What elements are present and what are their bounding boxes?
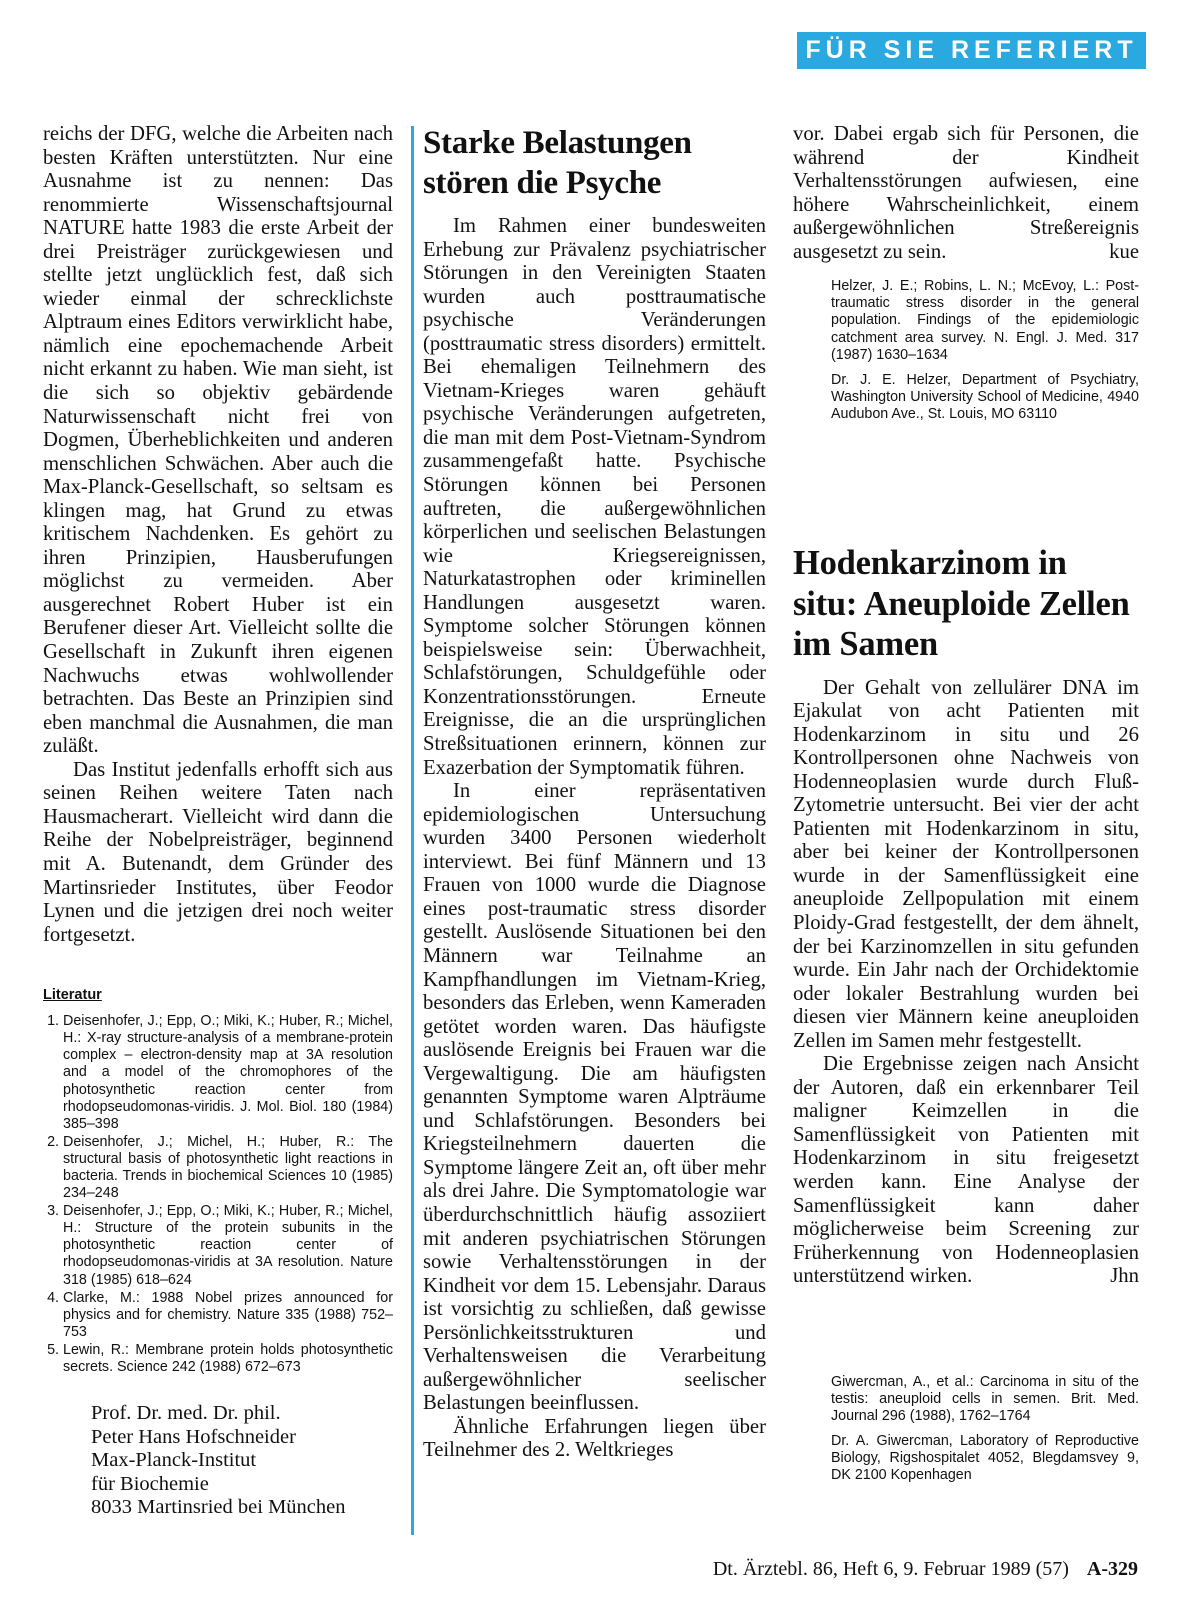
col3-paragraph: Der Gehalt von zellulärer DNA im Ejakulat von acht Patienten mit Hodenkarzinom in situ und 26 Kontrollpersonen ohne Nachweis von Hodenneoplasien wurde durch Fluß-Zytometrie untersucht. Bei vier der acht Patienten mit Hodenkarzinom in situ, aber bei keiner der Kontrollpersonen wurde in der Samenflüssigkeit eine aneuploide Zellpopulation mit einem Ploidy-Grad festgestellt, der dem ähnelt, der bei Karzinomzellen in situ gefunden wurde. Ein Jahr nach der Orchidektomie oder lokaler Bestrahlung wurden bei diesen vier Männern keine aneuploiden Zellen im Samen mehr festgestellt.	[793, 676, 1139, 1052]
reference-item: 2. Deisenhofer, J.; Michel, H.; Huber, R.: The structural basis of photosynthetic light reactions in bacteria. Trends in biochemical Sciences 10 (1985) 234–248	[63, 1134, 393, 1202]
col2-paragraph: In einer repräsentativen epidemiologischen Untersuchung wurden 3400 Personen wiederholt interviewt. Bei fünf Männern und 13 Frauen von 1000 wurde die Diagnose eines post-traumatic stress disorder gestellt. Auslösende Situationen bei den Männern war Teilnahme an Kampfhandlungen im Vietnam-Krieg, besonders das Erleben, wenn Kameraden getötet worden waren. Das häufigste auslösende Ereignis bei Frauen war die Vergewaltigung. Die am häufigsten genannten Symptome waren Alpträume und Schlafstörungen. Besonders bei Kriegsteilnehmern dauerten die Symptome längere Zeit an, oft über mehr als drei Jahre. Die Symptomatologie war überdurchschnittlich häufig assoziiert mit anderen psychiatrischen Störungen sowie Verhaltensstörungen in der Kindheit vor dem 15. Lebensjahr. Daraus ist vorsichtig zu schließen, daß gewisse Persönlichkeitsstrukturen und Verhaltensweisen die Verarbeitung außergewöhnlicher seelischer Belastungen beeinflussen.	[423, 780, 766, 1415]
reference-address: Dr. A. Giwercman, Laboratory of Reproductive Biology, Rigshospitalet 4052, Blegdamsvey 9, DK 2100 Kopenhagen	[831, 1433, 1139, 1484]
article-headline: Hodenkarzinom in situ: Aneuploide Zellen im Samen	[793, 544, 1130, 664]
col3-continuation	[793, 123, 1139, 264]
col2-paragraph: Ähnliche Erfahrungen liegen über Teilnehmer des 2. Weltkrieges	[423, 1415, 766, 1462]
author-signature: kue	[1109, 240, 1139, 263]
author-line: 8033 Martinsried bei München	[91, 1496, 346, 1519]
author-line: Prof. Dr. med. Dr. phil.	[91, 1402, 281, 1425]
col3-paragraph	[793, 1053, 1139, 1288]
page-footer	[713, 1558, 1138, 1581]
reference-citation: Giwercman, A., et al.: Carcinoma in situ of the testis: aneuploid cells in semen. Brit. Med. Journal 296 (1988), 1762–1764	[831, 1373, 1139, 1424]
column-divider	[411, 126, 414, 1535]
page-number: A-329	[1086, 1558, 1138, 1580]
reference-citation: Helzer, J. E.; Robins, L. N.; McEvoy, L.: Post-traumatic stress disorder in the general population. Findings of the epidemiologic catchment area survey. N. Engl. J. Med. 317 (1987) 1630–1634	[831, 278, 1139, 363]
author-line: Peter Hans Hofschneider	[91, 1425, 296, 1448]
column-3	[793, 123, 1139, 1492]
article-headline: Starke Belastungen stören die Psyche	[423, 125, 692, 201]
author-address	[43, 1402, 393, 1520]
column-1	[43, 123, 393, 1520]
reference-block	[793, 278, 1139, 423]
col2-paragraph: Im Rahmen einer bundesweiten Erhebung zur Prävalenz psychiatrischer Störungen in den Vereinigten Staaten wurden auch posttraumatische psychische Veränderungen (posttraumatic stress disorders) ermittelt. Bei ehemaligen Teilnehmern des Vietnam-Krieges waren gehäuft psychische Veränderungen aufgetreten, die man mit dem Post-Vietnam-Syndrom zusammengefaßt hatte. Psychische Störungen können bei Personen auftreten, die außergewöhnlichen körperlichen und seelischen Belastungen wie Kriegsereignissen, Naturkatastrophen oder kriminellen Handlungen ausgesetzt waren. Symptome solcher Störungen können beispielsweise sein: Überwachheit, Schlafstörungen, Schuldgefühle oder Konzentrationsstörungen. Erneute Ereignisse, die an die ursprünglichen Streßsituationen erinnern, können zur Exazerbation der Symptomatik führen.	[423, 215, 766, 779]
reference-address: Dr. J. E. Helzer, Department of Psychiatry, Washington University School of Medicine, 4940 Audubon Ave., St. Louis, MO 63110	[831, 371, 1139, 422]
paragraph-text: Die Ergebnisse zeigen nach Ansicht der Autoren, daß ein erkennbarer Teil maligner Keimzellen in die Samenflüssigkeit von Patienten mit Hodenkarzinom in situ freigesetzt werden kann. Eine Analyse der Samenflüssigkeit kann daher möglicherweise beim Screening zur Früherkennung von Hodenneoplasien unterstützend wirken.	[793, 1053, 1139, 1288]
author-signature: Jhn	[1110, 1265, 1139, 1288]
col1-paragraph: Das Institut jedenfalls erhofft sich aus seinen Reihen weitere Taten nach Hausmacherart. Vielleicht wird dann die Reihe der Nobelpreisträger, beginnend mit A. Butenandt, dem Gründer des Martinsrieder Institutes, über Feodor Lynen und die jetzigen drei noch weiter fortgesetzt.	[43, 758, 393, 946]
literatur-heading: Literatur	[43, 987, 102, 1004]
author-line: für Biochemie	[91, 1472, 209, 1495]
author-line: Max-Planck-Institut	[91, 1449, 257, 1472]
journal-citation: Dt. Ärztebl. 86, Heft 6, 9. Februar 1989 (57)	[712, 1558, 1069, 1580]
reference-item: 3. Deisenhofer, J.; Epp, O.; Miki, K.; Huber, R.; Michel, H.: Structure of the protein subunits in the photosynthetic reaction center of rhodopseudomonas-viridis at 3A resolution. Nature 318 (1985) 618–624	[63, 1203, 393, 1288]
section-banner: FÜR SIE REFERIERT	[797, 32, 1146, 69]
col1-paragraph: reichs der DFG, welche die Arbeiten nach besten Kräften unterstützten. Nur eine Ausnahme ist zu nennen: Das renommierte Wissenschaftsjournal NATURE hatte 1983 die erste Arbeit der drei Preisträger zurückgewiesen und stellte jetzt unglücklich fest, daß sich wieder einmal der schrecklichste Alptraum eines Editors verwirklicht habe, nämlich eine epochemachende Arbeit nicht erkannt zu haben. Wie man sieht, ist die sich so objektiv gebärdende Naturwissenschaft nicht frei von Dogmen, Überheblichkeiten und anderen menschlichen Schwächen. Aber auch die Max-Planck-Gesellschaft, so seltsam es klingen mag, hat Grund zu etwas kritischem Nachdenken. Es gehört zu ihren Prinzipien, Hausberufungen möglichst zu vermeiden. Aber ausgerechnet Robert Huber ist ein Berufener dieser Art. Vielleicht sollte die Gesellschaft in Zukunft ihren eigenen Nachwuchs etwas wohlwollender betrachten. Das Beste an Prinzipien sind eben manchmal die Ausnahmen, die man zuläßt.	[43, 123, 393, 758]
reference-item: 4. Clarke, M.: 1988 Nobel prizes announced for physics and for chemistry. Nature 335 (1988) 752–753	[63, 1290, 393, 1341]
reference-block	[793, 1374, 1139, 1485]
column-2	[423, 123, 766, 1463]
continuation-text: vor. Dabei ergab sich für Personen, die während der Kindheit Verhaltensstörungen aufwiesen, eine höhere Wahrscheinlichkeit, einem außergewöhnlichen Streßereignis ausgesetzt zu sein.	[793, 123, 1139, 263]
reference-item: 5. Lewin, R.: Membrane protein holds photosynthetic secrets. Science 242 (1988) 672–673	[63, 1342, 393, 1376]
reference-item: 1. Deisenhofer, J.; Epp, O.; Miki, K.; Huber, R.; Michel, H.: X-ray structure-analysis of a membrane-protein complex – electron-density map at 3A resolution and a model of the chromophores of the photosynthetic reaction center from rhodopseudomonas-viridis. J. Mol. Biol. 180 (1984) 385–398	[63, 1013, 393, 1133]
reference-list	[43, 1013, 393, 1376]
